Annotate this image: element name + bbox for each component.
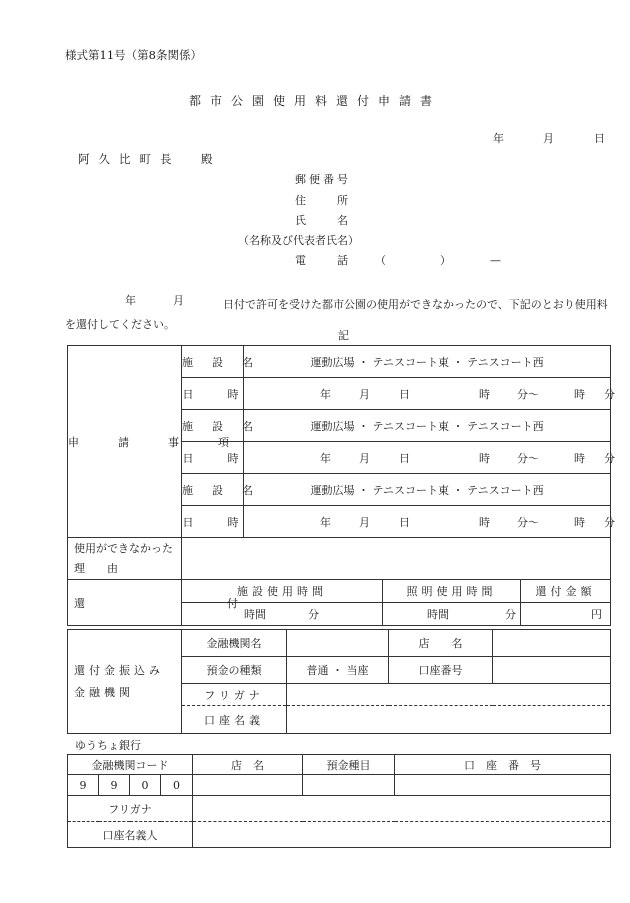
yucho-deposit-item-label: 預金種目 bbox=[303, 755, 395, 775]
dt-min-from: 分～ bbox=[517, 515, 539, 529]
amount-field[interactable] bbox=[521, 603, 611, 626]
dt-hour-to: 時 bbox=[574, 387, 585, 401]
dt-min-from: 分～ bbox=[517, 451, 539, 465]
dt-hour-to: 時 bbox=[574, 515, 585, 529]
dt-hour-to: 時 bbox=[574, 451, 585, 465]
deposit-type-options[interactable]: 普通 ・ 当座 bbox=[287, 657, 389, 684]
refund-header-row bbox=[68, 580, 611, 603]
yucho-account-holder-label: 口座名義人 bbox=[68, 822, 193, 848]
account-number-label: 口座番号 bbox=[389, 657, 493, 684]
dt-min-from: 分～ bbox=[517, 387, 539, 401]
yucho-value-row bbox=[68, 775, 611, 796]
dt-day: 日 bbox=[399, 451, 410, 465]
dt-month: 月 bbox=[359, 387, 370, 401]
dt-hour-from: 時 bbox=[479, 515, 490, 529]
yucho-account-holder-field[interactable] bbox=[193, 822, 611, 848]
institution-field[interactable] bbox=[287, 630, 389, 657]
body-text: 日付で許可を受けた都市公園の使用ができなかったので、下記のとおり使用料を還付してください。 bbox=[65, 298, 608, 331]
ki-label: 記 bbox=[338, 329, 349, 342]
deposit-type-label: 預金の種類 bbox=[182, 657, 287, 684]
light-time-label: 照明使用時間 bbox=[383, 580, 521, 603]
reason-label: 使用ができなかった 理 由 bbox=[68, 538, 182, 580]
dt-day: 日 bbox=[399, 387, 410, 401]
bank-row-1 bbox=[68, 630, 611, 657]
dt-hour-from: 時 bbox=[479, 451, 490, 465]
yucho-deposit-item-field[interactable] bbox=[303, 775, 395, 796]
code-digit: 9 bbox=[99, 775, 130, 796]
furigana-field[interactable] bbox=[287, 684, 611, 706]
code-digit: 0 bbox=[130, 775, 161, 796]
org-name-label: （名称及び代表者氏名） bbox=[238, 234, 359, 247]
body-month-label: 月 bbox=[173, 294, 184, 307]
reason-field[interactable] bbox=[182, 538, 611, 580]
reason-row bbox=[68, 538, 611, 580]
institution-label: 金融機関名 bbox=[182, 630, 287, 657]
body-year-label: 年 bbox=[125, 294, 136, 307]
name-label: 氏 名 bbox=[295, 214, 351, 227]
datetime-field[interactable] bbox=[244, 506, 615, 538]
datetime-label: 日 時 bbox=[182, 442, 244, 474]
phone-paren-close: ） bbox=[440, 254, 451, 267]
dt-hour-from: 時 bbox=[479, 387, 490, 401]
document-title: 都市公園使用料還付申請書 bbox=[188, 94, 441, 108]
yucho-holder-row bbox=[68, 822, 611, 848]
facility-minutes-unit: 分 bbox=[308, 608, 319, 621]
phone-label: 電 話 bbox=[295, 254, 351, 267]
address-label: 住 所 bbox=[295, 194, 351, 207]
code-digit: 0 bbox=[161, 775, 193, 796]
yucho-label: ゆうちょ銀行 bbox=[75, 739, 141, 752]
datetime-label: 日 時 bbox=[182, 506, 244, 538]
yucho-furigana-row bbox=[68, 796, 611, 822]
dt-day: 日 bbox=[399, 515, 410, 529]
facility-time-label: 施設使用時間 bbox=[182, 580, 383, 603]
datetime-field[interactable] bbox=[244, 442, 615, 474]
light-time-field[interactable] bbox=[383, 603, 521, 626]
date-day-label: 日 bbox=[594, 132, 605, 145]
facility-label: 施 設 名 bbox=[182, 346, 244, 378]
yucho-account-number-label: 口 座 番 号 bbox=[395, 755, 611, 775]
account-holder-field[interactable] bbox=[287, 706, 611, 734]
date-year-label: 年 bbox=[493, 132, 504, 145]
facility-options[interactable]: 運動広場 ・ テニスコート東 ・ テニスコート西 bbox=[244, 474, 611, 506]
yen-unit: 円 bbox=[591, 608, 603, 621]
facility-hours-unit: 時間 bbox=[244, 608, 266, 621]
addressee: 阿久比町長 殿 bbox=[78, 152, 222, 166]
refund-label: 還 付 bbox=[68, 580, 182, 626]
dt-month: 月 bbox=[359, 515, 370, 529]
amount-label: 還付金額 bbox=[521, 580, 611, 603]
dt-min-to: 分 bbox=[604, 387, 615, 401]
yucho-furigana-field[interactable] bbox=[193, 796, 611, 822]
facility-row-1 bbox=[68, 346, 611, 378]
code-digit: 9 bbox=[68, 775, 99, 796]
yucho-table bbox=[67, 754, 611, 848]
branch-label: 店 名 bbox=[389, 630, 493, 657]
postal-code-label: 郵便番号 bbox=[295, 173, 351, 186]
dt-min-to: 分 bbox=[604, 451, 615, 465]
branch-field[interactable] bbox=[493, 630, 611, 657]
yucho-code-label: 金融機関コード bbox=[68, 755, 193, 775]
datetime-field[interactable] bbox=[244, 378, 615, 410]
facility-options[interactable]: 運動広場 ・ テニスコート東 ・ テニスコート西 bbox=[244, 346, 611, 378]
facility-options[interactable]: 運動広場 ・ テニスコート東 ・ テニスコート西 bbox=[244, 410, 611, 442]
yucho-header-row bbox=[68, 755, 611, 775]
yucho-branch-label: 店 名 bbox=[193, 755, 303, 775]
facility-label: 施 設 名 bbox=[182, 410, 244, 442]
furigana-label: フリガナ bbox=[182, 684, 287, 706]
facility-time-field[interactable] bbox=[182, 603, 383, 626]
facility-label: 施 設 名 bbox=[182, 474, 244, 506]
application-table bbox=[67, 345, 615, 626]
light-minutes-unit: 分 bbox=[505, 608, 516, 621]
dt-year: 年 bbox=[320, 387, 331, 401]
dt-month: 月 bbox=[359, 451, 370, 465]
application-section-label: 申 請 事 項 bbox=[68, 346, 182, 538]
yucho-furigana-label: フリガナ bbox=[68, 796, 193, 822]
dt-year: 年 bbox=[320, 515, 331, 529]
yucho-branch-field[interactable] bbox=[193, 775, 303, 796]
dt-year: 年 bbox=[320, 451, 331, 465]
account-number-field[interactable] bbox=[493, 657, 611, 684]
bank-section-label: 還付金振込み金融機関 bbox=[68, 630, 182, 734]
dt-min-to: 分 bbox=[604, 515, 615, 529]
date-month-label: 月 bbox=[543, 132, 554, 145]
form-number: 様式第11号（第8条関係） bbox=[65, 48, 202, 62]
bank-table bbox=[67, 629, 611, 734]
datetime-label: 日 時 bbox=[182, 378, 244, 410]
account-holder-label: 口座名義 bbox=[182, 706, 287, 734]
phone-paren-open: （ bbox=[375, 254, 386, 267]
yucho-account-number-field[interactable] bbox=[395, 775, 611, 796]
light-hours-unit: 時間 bbox=[427, 608, 449, 621]
phone-dash: — bbox=[490, 254, 501, 267]
